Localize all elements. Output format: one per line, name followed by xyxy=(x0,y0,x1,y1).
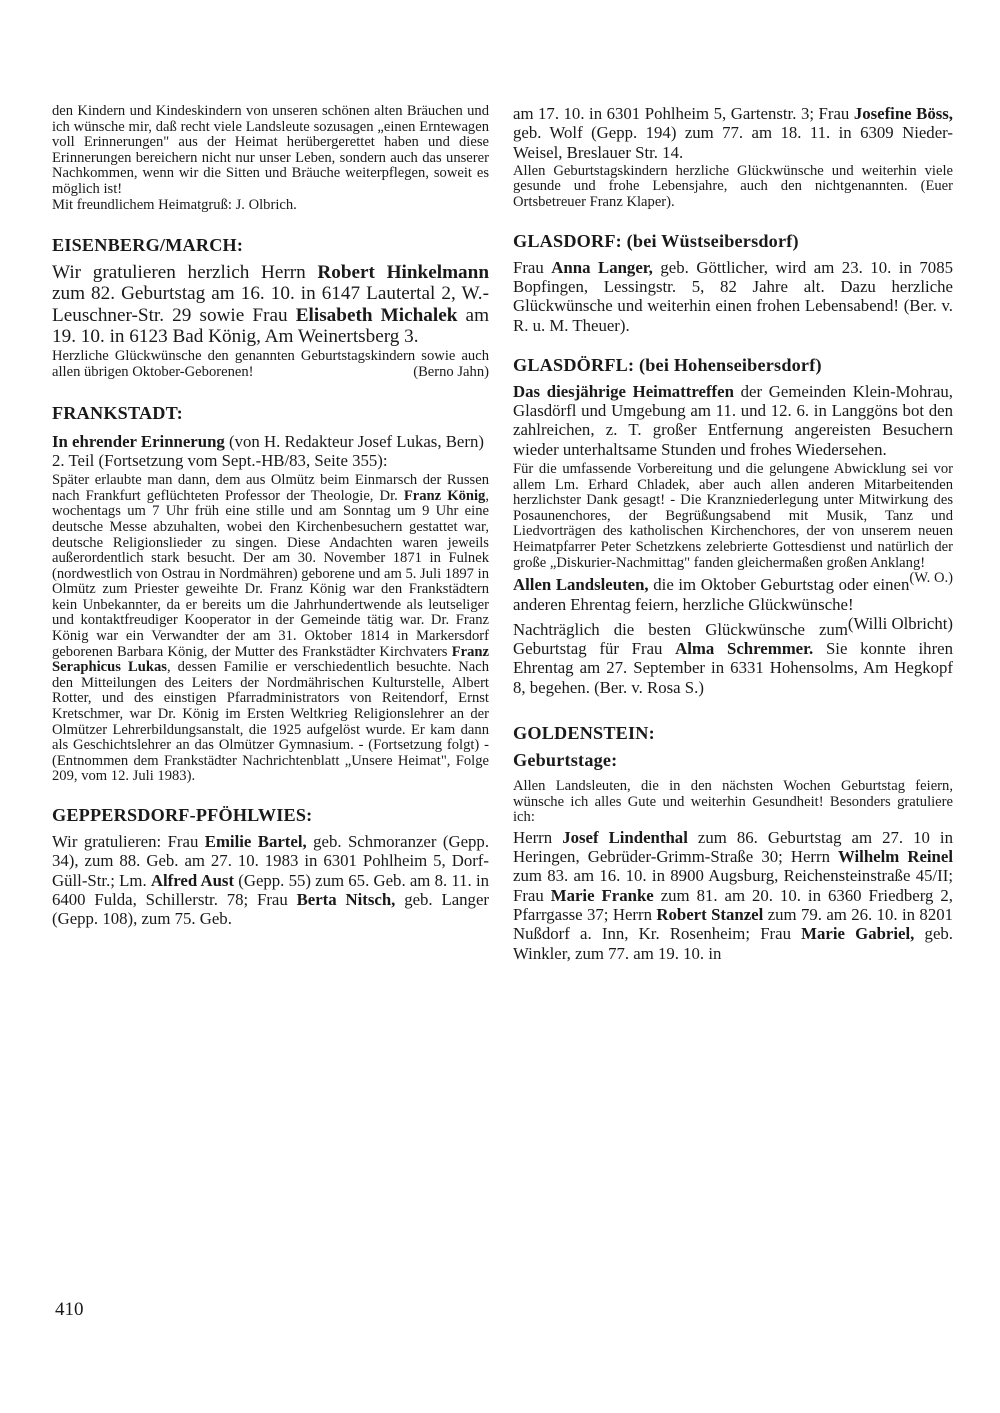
goldenstein-paragraph-2: Herrn Josef Lindenthal zum 86. Geburtstag am 27. 10 in Heringen, Gebrüder-Grimm-Straße 30; Herrn Wilhelm Reinel zum 83. am 16. 10. in 8900 Augsburg, Reichensteinstraße 45/II; Frau Marie Franke zum 81. am 20. 10. in 6360 Friedberg 2, Pfarrgasse 37; Herrn Robert Stanzel zum 79. am 26. 10. in 8201 Nußdorf a. Inn, Kr. Rosenheim; Frau Marie Gabriel, geb. Winkler, zum 77. am 19. 10. in xyxy=(513,827,953,963)
signature: (W. O.) xyxy=(909,570,953,587)
eisenberg-paragraph-1: Wir gratulieren herzlich Herrn Robert Hinkelmann zum 82. Geburtstag am 16. 10. in 6147 Lautertal 2, W.-Leuschner-Str. 29 sowie Frau Elisabeth Michalek am 19. 10. in 6123 Bad König, Am Weinertsberg 3. xyxy=(52,262,489,348)
left-column xyxy=(52,104,489,928)
section-heading-frankstadt: FRANKSTADT: xyxy=(52,402,183,423)
goldenstein-paragraph-1: Allen Landsleuten, die in den nächsten Wochen Geburtstag feiern, wünsche ich alles Gute und weiterhin Gesundheit! Besonders gratuliere ich: xyxy=(513,777,953,826)
person-name: Marie Franke xyxy=(550,885,654,905)
section-heading-eisenberg: EISENBERG/MARCH: xyxy=(52,235,244,256)
glasdoerfl-paragraph-1: Das diesjährige Heimattreffen der Gemeinden Klein-Mohrau, Glasdörfl und Umgebung am 11. und 12. 6. in Langgöns bot den zahlreichen, z. T. großer Entfernung angereisten Besuchern wieder unterhaltsame Stunden und frohes Wiedersehen. xyxy=(513,381,953,459)
glasdoerfl-paragraph-2: Für die umfassende Vorbereitung und die gelungene Abwicklung sei vor allem Lm. Erhard Chladek, aber auch allen anderen Mitarbeitenden herzlichster Dank gesagt! - Die Kranzniederlegung unter Mitwirkung des Posaunenchores, der Begrüßungsabend mit Musik, Tanz und Liedvorträgen des katholischen Kirchenchores, der von unserem neuen Heimatpfarrer Peter Schetzkens zelebrierte Gottesdienst und natürlich der große „Diskurier-Nachmittag" fanden gleichermaßen großen Anklang! (W. O.) xyxy=(513,461,953,587)
continuation-paragraph: am 17. 10. in 6301 Pohlheim 5, Gartenstr. 3; Frau Josefine Böss, geb. Wolf (Gepp. 194) zum 77. am 18. 11. in 6309 Nieder-Weisel, Breslauer Str. 14. xyxy=(513,104,953,162)
person-name: Franz Seraphicus Lukas xyxy=(52,643,489,676)
section-heading-goldenstein: GOLDENSTEIN: xyxy=(513,722,655,743)
person-name: Alma Schremmer. xyxy=(675,639,814,659)
right-column xyxy=(513,104,953,963)
person-name: Josefine Böss, xyxy=(853,104,953,123)
person-name: Josef Lindenthal xyxy=(562,827,688,847)
person-name: Marie Gabriel, xyxy=(801,924,915,944)
person-name: Anna Langer, xyxy=(551,257,653,277)
intro-signature: Mit freundlichem Heimatgruß: J. Olbrich. xyxy=(52,196,297,213)
frankstadt-article: Später erlaubte man dann, dem aus Olmütz beim Einmarsch der Russen nach Frankfurt geflüchteten Professor der Theologie, Dr. Franz König, wochentags um 7 Uhr früh eine stille und am Sonntag um 9 Uhr eine deutsche Messe abzuhalten, wobei den Kirchenbesuchern gestattet war, deutsche Religionslieder zu singen. Diese Andachten waren jeweils außerordentlich stark besucht. Der am 30. November 1871 in Fulnek (nordwestlich von Ostrau in Nordmähren) geborene und am 5. Juli 1897 in Olmütz zum Priester geweihte Dr. Franz König war den Frankstädtern kein Unbekannter, da er bereits um die Jahrhundertwende als leutseliger und kontaktfreudiger Kooperator in der Gemeinde tätig war. Dr. Franz König war ein Verwandter der am 31. Oktober 1814 in Markersdorf geborenen Barbara König, der Mutter des Frankstädter Kirchvaters Franz Seraphicus Lukas, dessen Familie er verschiedentlich besuchte. Nach den Mitteilungen des Leiters der Nordmährischen Kulturstelle, Albert Rotter, und des einstigen Pfarradministrators von Reitendorf, Ernst Kretschmer, war Dr. König im Ersten Weltkrieg Religionslehrer an der Olmützer Lehrerbildungsanstalt, die 1925 aufgelöst wurde. Er kam dann als Geschichtslehrer an das Olmützer Gymnasium. - (Fortsetzung folgt) - (Entnommen dem Frankstädter Nachrichtenblatt „Unsere Heimat", Folge 209, vom 12. Juli 1983). xyxy=(52,472,489,785)
glasdorf-paragraph: Frau Anna Langer, geb. Göttlicher, wird am 23. 10. in 7085 Bopfingen, Lessingstr. 5, 82 Jahre alt. Dazu herzliche Glückwünsche und weiterhin einen frohen Lebensabend! (Ber. v. R. u. M. Theuer). xyxy=(513,257,953,335)
eisenberg-paragraph-2: Herzliche Glückwünsche den genannten Geburtstagskindern sowie auch allen übrigen Oktober-Geborenen! (Berno Jahn) xyxy=(52,348,489,380)
person-name: Alfred Aust xyxy=(150,870,235,890)
glasdoerfl-paragraph-4: Nachträglich die besten Glückwünsche zum Geburtstag für Frau Alma Schremmer. Sie konnte ihren Ehrentag am 27. September in 6331 Hohensolms, Am Hegkopf 8, begehen. (Ber. v. Rosa S.) xyxy=(513,619,954,697)
signature: (Willi Olbricht) xyxy=(847,613,953,633)
glasdoerfl-paragraph-3: Allen Landsleuten, die im Oktober Geburtstag oder einen anderen Ehrentag feiern, herzliche Glückwünsche! (Willi Olbricht) xyxy=(513,575,953,633)
person-name: Robert Stanzel xyxy=(656,904,764,924)
section-heading-geppersdorf: GEPPERSDORF-PFÖHLWIES: xyxy=(52,805,313,825)
signature: (Berno Jahn) xyxy=(413,363,489,380)
person-name: Emilie Bartel, xyxy=(204,832,307,851)
intro-paragraph: den Kindern und Kindeskindern von unseren schönen alten Bräuchen und ich wünsche mir, daß recht viele Landsleute sozusagen „einen Erntewagen voll Erinnerungen" aus der Heimat herübergerettet haben und diese Erinnerungen bereichern nicht nur unser Leben, sondern auch das unserer Nachkommen, wenn wir die Sitten und Bräuche weiterpflegen, soweit es möglich ist! xyxy=(52,103,489,197)
geppersdorf-paragraph: Wir gratulieren: Frau Emilie Bartel, geb. Schmoranzer (Gepp. 34), zum 88. Geb. am 27. 10. 1983 in 6301 Pohlheim 5, Dorf-Güll-Str.; Lm. Alfred Aust (Gepp. 55) zum 65. Geb. am 8. 11. in 6400 Fulda, Schillerstr. 78; Frau Berta Nitsch, geb. Langer (Gepp. 108), zum 75. Geb. xyxy=(52,832,490,929)
person-name: Wilhelm Reinel xyxy=(838,847,953,867)
person-name: Robert Hinkelmann xyxy=(317,262,489,284)
continuation-paragraph-2: Allen Geburtstagskindern herzliche Glückwünsche und weiterhin viele gesunde und frohe Lebensjahre, auch den nichtgenannten. (Euer Ortsbetreuer Franz Klaper). xyxy=(513,162,953,211)
section-heading-glasdoerfl: GLASDÖRFL: (bei Hohenseibersdorf) xyxy=(513,354,822,375)
frankstadt-continuation-note: 2. Teil (Fortsetzung vom Sept.-HB/83, Seite 355): xyxy=(52,450,388,470)
frankstadt-title: In ehrender Erinnerung (von H. Redakteur Josef Lukas, Bern) xyxy=(52,431,484,451)
goldenstein-subheading: Geburtstage: xyxy=(513,749,618,770)
person-name: Berta Nitsch, xyxy=(296,889,396,909)
section-heading-glasdorf: GLASDORF: (bei Wüstseibersdorf) xyxy=(513,230,799,251)
person-name: Franz König xyxy=(403,487,486,504)
person-name: Elisabeth Michalek xyxy=(295,304,458,326)
page-number: 410 xyxy=(55,1299,84,1320)
